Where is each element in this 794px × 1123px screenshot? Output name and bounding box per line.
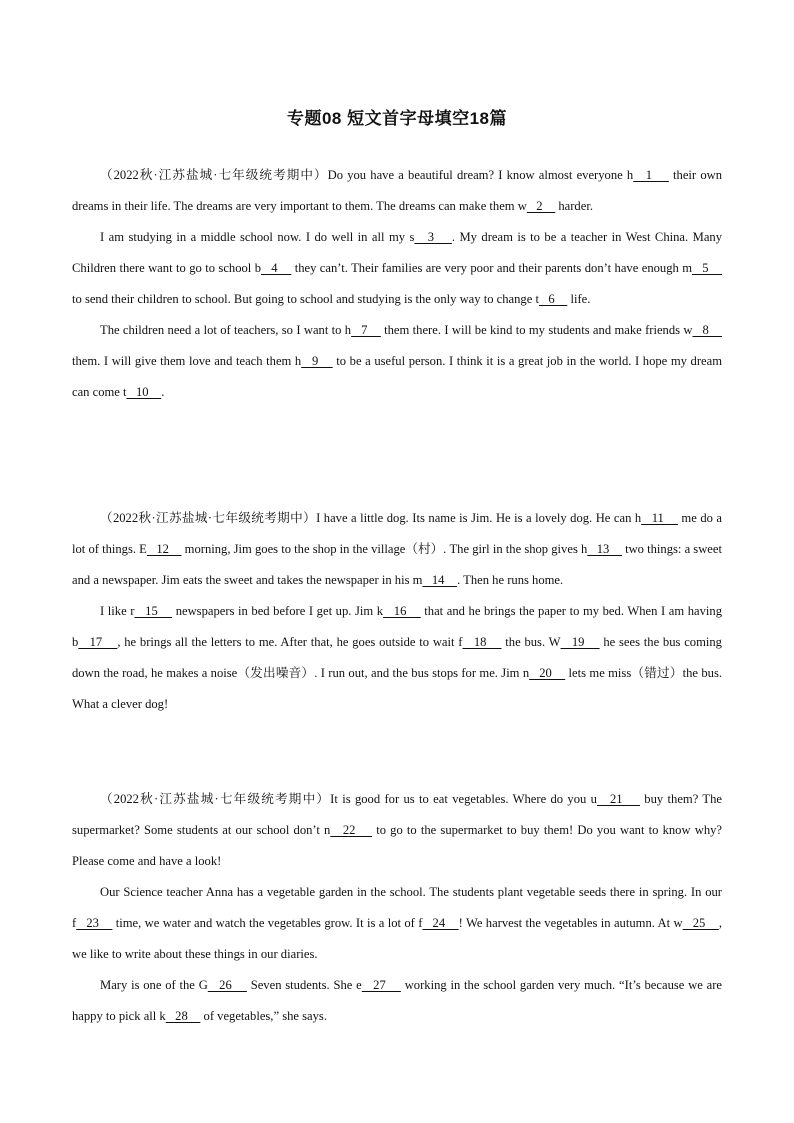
blank-7[interactable]: 7 bbox=[351, 323, 381, 337]
blank-25[interactable]: 25 bbox=[682, 916, 719, 930]
text-segment: he sees the bus coming down the road, he makes a noise（发出噪音）. I run out, and the bus stops for me. Jim n bbox=[72, 635, 722, 680]
text-segment: me do a lot of things. E bbox=[72, 511, 723, 556]
paragraph bbox=[72, 596, 722, 720]
text-segment: Mary is one of the G bbox=[100, 978, 208, 992]
blank-17[interactable]: 17 bbox=[78, 635, 118, 649]
paragraph bbox=[72, 784, 722, 877]
paragraph bbox=[72, 970, 722, 1032]
blank-2[interactable]: 2 bbox=[526, 199, 556, 213]
text-segment: I am studying in a middle school now. I do well in all my s bbox=[100, 230, 415, 244]
text-segment: of vegetables,” she says. bbox=[200, 1009, 327, 1023]
paragraph bbox=[72, 877, 722, 970]
blank-11[interactable]: 11 bbox=[641, 511, 678, 525]
text-segment: life. bbox=[567, 292, 591, 306]
blank-27[interactable]: 27 bbox=[361, 978, 401, 992]
text-segment: buy them? The supermarket? Some students at our school don’t n bbox=[72, 792, 722, 837]
blank-3[interactable]: 3 bbox=[414, 230, 452, 244]
blank-5[interactable]: 5 bbox=[692, 261, 722, 275]
text-segment: to be a useful person. I think it is a great job in the world. I hope my dream can come t bbox=[72, 354, 722, 399]
text-segment: two things: a sweet and a newspaper. Jim eats the sweet and takes the newspaper in his m bbox=[72, 542, 722, 587]
blank-23[interactable]: 23 bbox=[76, 916, 113, 930]
paragraph bbox=[72, 503, 722, 596]
page-title: 专题08 短文首字母填空18篇 bbox=[286, 109, 508, 128]
blank-19[interactable]: 19 bbox=[560, 635, 600, 649]
paragraph bbox=[72, 160, 722, 222]
blank-8[interactable]: 8 bbox=[692, 323, 722, 337]
blank-26[interactable]: 26 bbox=[207, 978, 247, 992]
text-segment: , we like to write about these things in our diaries. bbox=[72, 916, 722, 961]
text-segment: the bus. W bbox=[501, 635, 561, 649]
blank-6[interactable]: 6 bbox=[538, 292, 568, 306]
blank-18[interactable]: 18 bbox=[462, 635, 502, 649]
blank-22[interactable]: 22 bbox=[330, 823, 373, 837]
blank-20[interactable]: 20 bbox=[529, 666, 566, 680]
blank-4[interactable]: 4 bbox=[261, 261, 292, 275]
text-segment: harder. bbox=[555, 199, 593, 213]
text-segment: them there. I will be kind to my students and make friends w bbox=[380, 323, 693, 337]
source-label: （2022秋·江苏盐城·七年级统考期中） bbox=[100, 511, 317, 525]
text-segment: ! We harvest the vegetables in autumn. At w bbox=[458, 916, 683, 930]
blank-28[interactable]: 28 bbox=[165, 1009, 201, 1023]
source-label: （2022秋·江苏盐城·七年级统考期中） bbox=[100, 168, 328, 182]
text-segment: . My dream is to be a teacher in West China. Many Children there want to go to school b bbox=[72, 230, 722, 275]
text-segment: Our Science teacher Anna has a vegetable garden in the school. The students plant vegetable seeds there in spring. In our f bbox=[72, 885, 722, 930]
text-segment: . bbox=[161, 385, 165, 399]
blank-15[interactable]: 15 bbox=[134, 604, 173, 618]
text-segment: that and he brings the paper to my bed. When I am having b bbox=[72, 604, 722, 649]
blank-12[interactable]: 12 bbox=[146, 542, 182, 556]
blank-13[interactable]: 13 bbox=[587, 542, 622, 556]
text-segment: they can’t. Their families are very poor and their parents don’t have enough m bbox=[291, 261, 693, 275]
text-segment: Seven students. She e bbox=[246, 978, 362, 992]
text-segment: , he brings all the letters to me. After that, he goes outside to wait f bbox=[117, 635, 463, 649]
text-segment: to go to the supermarket to buy them! Do you want to know why? Please come and have a look! bbox=[72, 823, 723, 868]
text-segment: Do you have a beautiful dream? I know almost everyone h bbox=[327, 168, 634, 182]
blank-1[interactable]: 1 bbox=[633, 168, 669, 182]
blank-21[interactable]: 21 bbox=[596, 792, 640, 806]
text-segment: It is good for us to eat vegetables. Where do you u bbox=[330, 792, 597, 806]
text-segment: their own dreams in their life. The dreams are very important to them. The dreams can make them w bbox=[72, 168, 723, 213]
passage-3 bbox=[72, 784, 722, 1032]
paragraph bbox=[72, 315, 722, 408]
passage-1 bbox=[72, 160, 722, 408]
passage-2 bbox=[72, 503, 722, 720]
text-segment: working in the school garden very much. “It’s because we are happy to pick all k bbox=[72, 978, 722, 1023]
blank-9[interactable]: 9 bbox=[301, 354, 333, 368]
blank-16[interactable]: 16 bbox=[383, 604, 421, 618]
text-segment: to send their children to school. But going to school and studying is the only way to change t bbox=[72, 292, 539, 306]
blank-10[interactable]: 10 bbox=[126, 385, 162, 399]
blank-14[interactable]: 14 bbox=[422, 573, 458, 587]
text-segment: I like r bbox=[100, 604, 135, 618]
blank-24[interactable]: 24 bbox=[422, 916, 459, 930]
source-label: （2022秋·江苏盐城·七年级统考期中） bbox=[100, 792, 331, 806]
text-segment: I have a little dog. Its name is Jim. He is a lovely dog. He can h bbox=[316, 511, 642, 525]
text-segment: time, we water and watch the vegetables grow. It is a lot of f bbox=[112, 916, 423, 930]
text-segment: newspapers in bed before I get up. Jim k bbox=[172, 604, 384, 618]
text-segment: The children need a lot of teachers, so I want to h bbox=[100, 323, 352, 337]
text-segment: . Then he runs home. bbox=[457, 573, 564, 587]
text-segment: them. I will give them love and teach them h bbox=[72, 354, 302, 368]
text-segment: morning, Jim goes to the shop in the village（村）. The girl in the shop gives h bbox=[181, 542, 588, 556]
paragraph bbox=[72, 222, 722, 315]
text-segment: lets me miss（错过）the bus. What a clever dog! bbox=[72, 666, 722, 711]
